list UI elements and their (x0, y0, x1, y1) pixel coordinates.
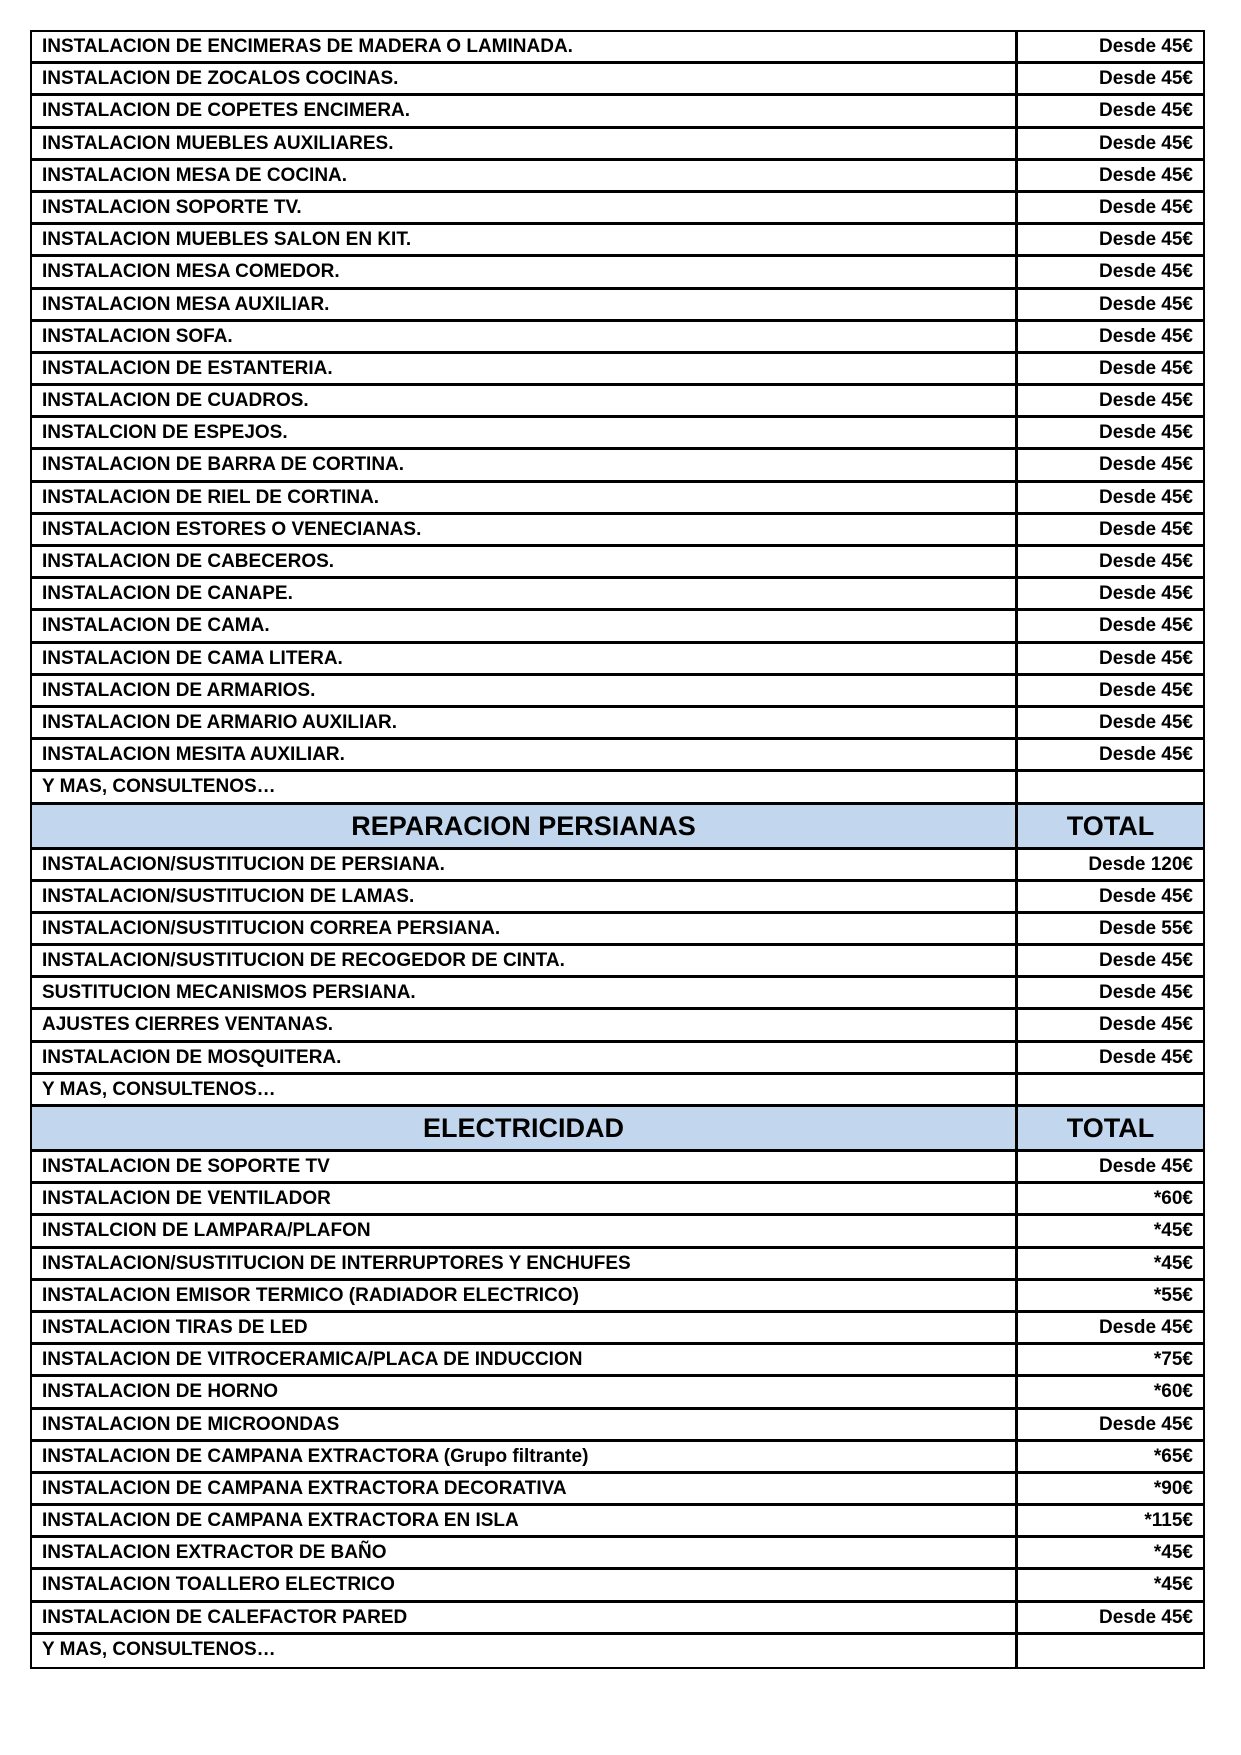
service-price: Desde 45€ (1098, 950, 1193, 972)
table-row (32, 129, 1203, 161)
service-description: INSTALACION/SUSTITUCION CORREA PERSIANA. (32, 914, 1018, 943)
table-row (32, 64, 1203, 96)
service-price: Desde 45€ (1098, 454, 1193, 476)
service-price: Desde 45€ (1098, 583, 1193, 605)
service-description: INSTALACION EMISOR TERMICO (RADIADOR ELECTRICO) (32, 1281, 1018, 1310)
service-price: Desde 45€ (1098, 68, 1193, 90)
table-row (32, 1043, 1203, 1075)
service-description: INSTALCION DE ESPEJOS. (32, 418, 1018, 447)
service-price: *45€ (1153, 1574, 1193, 1596)
service-description: INSTALACION DE CALEFACTOR PARED (32, 1603, 1018, 1632)
service-price: Desde 45€ (1098, 982, 1193, 1004)
table-row (32, 225, 1203, 257)
table-row (32, 850, 1203, 882)
service-price: Desde 45€ (1098, 164, 1193, 186)
service-description: INSTALACION DE CAMPANA EXTRACTORA (Grupo filtrante) (32, 1442, 1018, 1471)
service-price (1018, 1075, 1203, 1104)
service-description: Y MAS, CONSULTENOS… (32, 1075, 1018, 1104)
service-description: INSTALACION DE ENCIMERAS DE MADERA O LAMINADA. (32, 32, 1018, 61)
total-column-header: TOTAL (1066, 1113, 1155, 1143)
service-description: INSTALACION/SUSTITUCION DE LAMAS. (32, 882, 1018, 911)
service-description: INSTALACION DE CABECEROS. (32, 547, 1018, 576)
service-description: INSTALACION DE CANAPE. (32, 579, 1018, 608)
table-row (32, 1184, 1203, 1216)
service-price: Desde 45€ (1098, 679, 1193, 701)
service-description: INSTALACION DE HORNO (32, 1377, 1018, 1406)
section-header-row (32, 1107, 1203, 1152)
table-row (32, 547, 1203, 579)
service-price: Desde 45€ (1098, 711, 1193, 733)
service-description: INSTALACION DE CUADROS. (32, 386, 1018, 415)
service-price: *115€ (1144, 1510, 1193, 1532)
table-row (32, 96, 1203, 128)
service-price: Desde 45€ (1098, 100, 1193, 122)
table-row (32, 1570, 1203, 1602)
service-price: *60€ (1153, 1188, 1193, 1210)
service-price: Desde 45€ (1098, 551, 1193, 572)
service-price: *60€ (1153, 1381, 1193, 1403)
service-description: INSTALACION TIRAS DE LED (32, 1313, 1018, 1342)
service-description: INSTALACION MUEBLES AUXILIARES. (32, 129, 1018, 158)
table-row (32, 1281, 1203, 1313)
table-row (32, 1410, 1203, 1442)
service-description: INSTALACION DE ESTANTERIA. (32, 354, 1018, 383)
table-row (32, 708, 1203, 740)
table-row (32, 1152, 1203, 1184)
table-row (32, 946, 1203, 978)
table-row (32, 193, 1203, 225)
table-row (32, 1216, 1203, 1248)
table-row (32, 1313, 1203, 1345)
service-description: INSTALACION SOPORTE TV. (32, 193, 1018, 222)
table-row (32, 515, 1203, 547)
service-price: Desde 45€ (1098, 390, 1193, 412)
service-description: INSTALACION/SUSTITUCION DE RECOGEDOR DE CINTA. (32, 946, 1018, 975)
service-price (1018, 1635, 1203, 1667)
service-price: Desde 45€ (1098, 1014, 1193, 1036)
service-description: INSTALACION DE CAMPANA EXTRACTORA DECORATIVA (32, 1474, 1018, 1503)
service-description: INSTALACION DE MOSQUITERA. (32, 1043, 1018, 1072)
service-description: INSTALACION MESITA AUXILIAR. (32, 740, 1018, 769)
table-row (32, 1345, 1203, 1377)
table-row (32, 914, 1203, 946)
service-description: INSTALACION DE ARMARIOS. (32, 676, 1018, 705)
table-row (32, 1538, 1203, 1570)
table-row (32, 644, 1203, 676)
table-row (32, 579, 1203, 611)
table-row (32, 772, 1203, 804)
service-description: INSTALACION DE ARMARIO AUXILIAR. (32, 708, 1018, 737)
table-row (32, 161, 1203, 193)
service-description: INSTALACION DE BARRA DE CORTINA. (32, 450, 1018, 479)
service-price: Desde 45€ (1098, 1413, 1193, 1435)
table-row (32, 1442, 1203, 1474)
table-row (32, 1249, 1203, 1281)
table-row (32, 676, 1203, 708)
table-row (32, 450, 1203, 482)
service-description: INSTALACION DE CAMPANA EXTRACTORA EN ISLA (32, 1506, 1018, 1535)
table-row (32, 1010, 1203, 1042)
service-price: Desde 45€ (1098, 885, 1193, 907)
service-description: INSTALACION DE MICROONDAS (32, 1410, 1018, 1439)
service-price: *55€ (1153, 1284, 1193, 1306)
service-description: INSTALACION MUEBLES SALON EN KIT. (32, 225, 1018, 254)
service-description: Y MAS, CONSULTENOS… (32, 772, 1018, 801)
service-description: AJUSTES CIERRES VENTANAS. (32, 1010, 1018, 1039)
service-price: Desde 45€ (1098, 325, 1193, 347)
service-price: Desde 45€ (1098, 196, 1193, 218)
service-description: INSTALACION DE COPETES ENCIMERA. (32, 96, 1018, 125)
service-price: Desde 45€ (1098, 261, 1193, 283)
service-price: Desde 45€ (1098, 357, 1193, 379)
service-price: Desde 55€ (1098, 917, 1193, 939)
service-price: Desde 45€ (1098, 647, 1193, 669)
service-price: Desde 45€ (1098, 229, 1193, 251)
service-price: Desde 45€ (1098, 36, 1193, 57)
total-column-header: TOTAL (1066, 810, 1155, 841)
service-price: Desde 45€ (1098, 1606, 1193, 1628)
table-row (32, 611, 1203, 643)
service-price: *90€ (1153, 1477, 1193, 1499)
service-description: INSTALACION DE SOPORTE TV (32, 1152, 1018, 1181)
table-row (32, 1506, 1203, 1538)
service-price: Desde 45€ (1098, 422, 1193, 444)
service-description: INSTALACION EXTRACTOR DE BAÑO (32, 1538, 1018, 1567)
service-price: *45€ (1153, 1252, 1193, 1274)
table-row (32, 1474, 1203, 1506)
section-title: REPARACION PERSIANAS (32, 805, 1018, 847)
service-price: *75€ (1153, 1349, 1193, 1371)
table-row (32, 290, 1203, 322)
table-row (32, 1603, 1203, 1635)
service-description: INSTALACION MESA AUXILIAR. (32, 290, 1018, 319)
service-description: INSTALACION DE VENTILADOR (32, 1184, 1018, 1213)
service-description: INSTALCION DE LAMPARA/PLAFON (32, 1216, 1018, 1245)
service-price: *65€ (1153, 1445, 1193, 1467)
service-price: *45€ (1153, 1542, 1193, 1564)
service-price: Desde 45€ (1098, 518, 1193, 540)
service-price: Desde 45€ (1098, 1316, 1193, 1338)
service-price: Desde 45€ (1098, 744, 1193, 766)
table-row (32, 1075, 1203, 1107)
service-description: INSTALACION DE ZOCALOS COCINAS. (32, 64, 1018, 93)
table-row (32, 978, 1203, 1010)
service-price (1018, 772, 1203, 801)
service-price: Desde 120€ (1088, 853, 1193, 875)
service-description: SUSTITUCION MECANISMOS PERSIANA. (32, 978, 1018, 1007)
service-description: INSTALACION DE CAMA. (32, 611, 1018, 640)
service-price: *45€ (1153, 1220, 1193, 1242)
section-title: ELECTRICIDAD (32, 1107, 1018, 1149)
service-description: INSTALACION MESA COMEDOR. (32, 257, 1018, 286)
service-price: Desde 45€ (1098, 1156, 1193, 1177)
service-description: INSTALACION/SUSTITUCION DE INTERRUPTORES Y ENCHUFES (32, 1249, 1018, 1278)
service-description: INSTALACION MESA DE COCINA. (32, 161, 1018, 190)
service-price: Desde 45€ (1098, 132, 1193, 154)
table-row (32, 32, 1203, 64)
table-row (32, 418, 1203, 450)
service-description: INSTALACION TOALLERO ELECTRICO (32, 1570, 1018, 1599)
table-row (32, 257, 1203, 289)
table-row (32, 386, 1203, 418)
table-row (32, 1377, 1203, 1409)
service-price: Desde 45€ (1098, 293, 1193, 315)
table-row (32, 740, 1203, 772)
service-description: INSTALACION/SUSTITUCION DE PERSIANA. (32, 850, 1018, 879)
service-description: INSTALACION DE RIEL DE CORTINA. (32, 483, 1018, 512)
table-row (32, 354, 1203, 386)
section-header-row (32, 805, 1203, 850)
table-row (32, 882, 1203, 914)
service-description: INSTALACION DE CAMA LITERA. (32, 644, 1018, 673)
table-row (32, 483, 1203, 515)
price-table (30, 30, 1205, 1669)
service-description: INSTALACION ESTORES O VENECIANAS. (32, 515, 1018, 544)
service-price: Desde 45€ (1098, 615, 1193, 637)
table-row (32, 322, 1203, 354)
table-row (32, 1635, 1203, 1667)
service-price: Desde 45€ (1098, 1046, 1193, 1068)
service-description: Y MAS, CONSULTENOS… (32, 1635, 1018, 1667)
service-price: Desde 45€ (1098, 486, 1193, 508)
service-description: INSTALACION SOFA. (32, 322, 1018, 351)
service-description: INSTALACION DE VITROCERAMICA/PLACA DE INDUCCION (32, 1345, 1018, 1374)
